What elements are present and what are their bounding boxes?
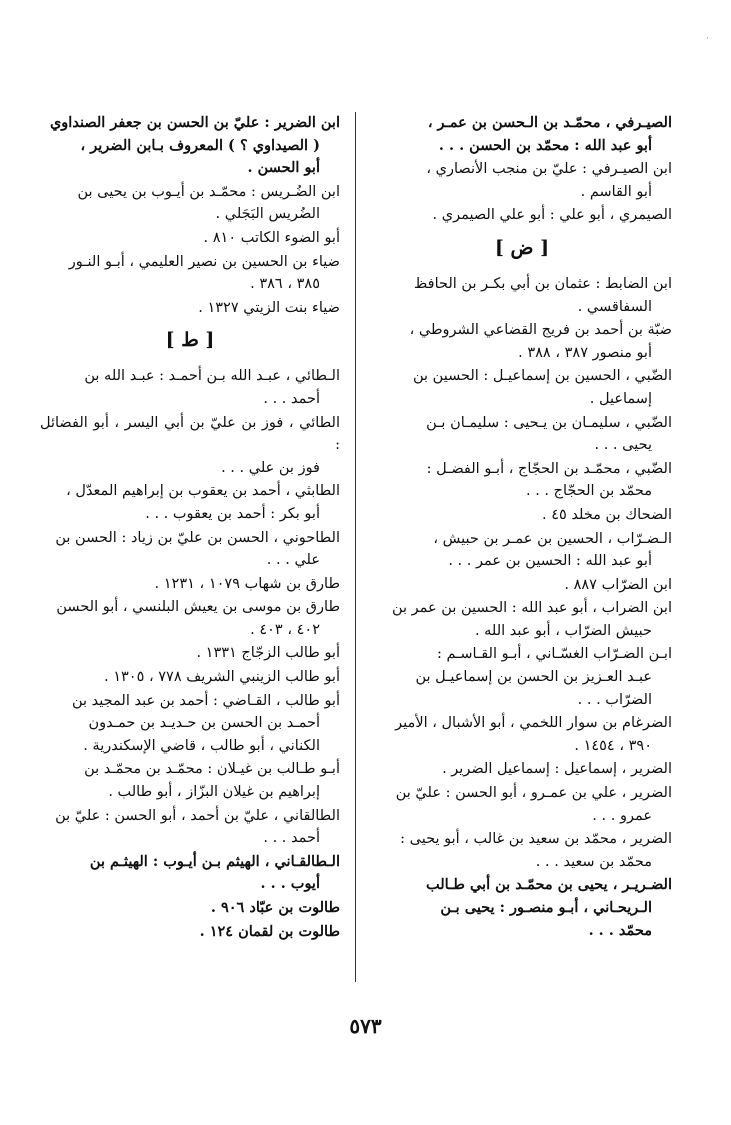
entry-line: أحمد . . . xyxy=(263,830,320,847)
entry-line: يحيى . . . xyxy=(594,437,652,454)
entry-line: طارق بن شهاب ١٠٧٩ ، ١٢٣١ . xyxy=(154,575,340,592)
entry-line: فوز بن علي . . . xyxy=(221,459,320,476)
entry-line: أبـو طـالب بن غيـلان : محمّـد بن محمّـد بن xyxy=(84,761,340,778)
entry-line: أبو الضوء الكاتب ٨١٠ . xyxy=(203,229,340,246)
entry-line: أبو عبد الله : الحسين بن عمر . . . xyxy=(448,553,652,570)
entry-line: أبو طالب الزجّاج ١٣٣١ . xyxy=(196,645,340,662)
entry-line: الـطائي ، عبـد الله بـن أحمـد : عبـد الله بن xyxy=(84,368,340,385)
entry-line: الضـريـر ، يحيى بن محمّـد بن أبي طـالب xyxy=(426,876,672,894)
entry-line: ابن الضُـريس : محمّـد بن أيـوب بن يحيى بن xyxy=(77,183,340,200)
entry-line: ابن الصيـرفي : عليّ بن منجب الأنصاري ، xyxy=(426,161,672,178)
index-entry xyxy=(40,805,340,850)
index-entry xyxy=(40,365,340,410)
scan-speck: · xyxy=(706,34,709,44)
index-entry xyxy=(40,181,340,226)
index-entry xyxy=(40,480,340,525)
index-entry xyxy=(40,851,340,896)
index-entry xyxy=(372,365,672,410)
entry-line: طالوت بن عبّاد ٩٠٦ . xyxy=(210,899,340,916)
entry-line: ابن الضابط : عثمان بن أبي بكـر بن الحافظ xyxy=(413,275,672,292)
entry-line: أحمد . . . xyxy=(263,390,320,407)
entry-line: أبو طالب الزينبي الشريف ٧٧٨ ، ١٣٠٥ . xyxy=(103,669,340,686)
entry-line: أبو منصور ٣٨٧ ، ٣٨٨ . xyxy=(518,344,652,361)
entry-line: الطائي ، فوز بن عليّ بن أبي اليسر ، أبو الفضائل : xyxy=(40,414,340,454)
index-entry xyxy=(372,112,672,157)
entry-line: عبـد العـزيز بن الحسن بن إسماعيـل بن xyxy=(415,669,652,686)
index-entry xyxy=(372,204,672,227)
entry-line: محمّد بن الحجّاج . . . xyxy=(525,483,652,500)
index-entry xyxy=(372,643,672,711)
entry-line: ضبّة بن أحمد بن فريج القضاعي الشروطي ، xyxy=(409,322,672,339)
index-entry xyxy=(372,504,672,527)
index-entry xyxy=(372,712,672,757)
index-entry xyxy=(40,527,340,572)
index-entry xyxy=(40,412,340,480)
index-entry xyxy=(372,458,672,503)
index-entry xyxy=(372,828,672,873)
index-entry xyxy=(372,574,672,597)
entry-line: ابـن الضـرّاب الغسّـاني ، أبـو القـاسـم : xyxy=(437,646,672,663)
index-entry xyxy=(40,666,340,689)
index-entry xyxy=(40,690,340,758)
entry-line: طارق بن موسى بن يعيش البلنسي ، أبو الحسن xyxy=(56,599,340,616)
entry-line: الضرير ، علي بن عمـرو ، أبو الحسن : عليّ بن xyxy=(395,785,672,802)
entry-line: السفاقسي . xyxy=(577,298,652,315)
index-entry xyxy=(40,642,340,665)
section-heading: [ ض ] xyxy=(494,236,550,259)
index-entry xyxy=(40,251,340,296)
entry-line: طالوت بن لقمان ١٢٤ . xyxy=(199,922,340,940)
entry-line: أبو عبد الله : محمّد بن الحسن . . . xyxy=(438,136,652,154)
index-entry xyxy=(372,528,672,573)
entry-line: الـطالقـاني ، الهيثم بـن أيـوب : الهيثـم بن xyxy=(89,852,340,870)
index-entry xyxy=(372,782,672,827)
index-entry xyxy=(40,227,340,250)
entry-line: عمرو . . . xyxy=(592,807,652,824)
entry-line: الضرير ، محمّد بن سعيد بن غالب ، أبو يحيى : xyxy=(400,831,672,848)
index-entry xyxy=(372,158,672,203)
entry-line: الكناني ، أبو طالب ، قاضي الإسكندرية . xyxy=(83,737,320,754)
column-divider xyxy=(355,112,356,982)
entry-line: الضحاك بن مخلد ٤٥ . xyxy=(542,506,672,523)
index-entry xyxy=(40,112,340,180)
index-entry xyxy=(372,412,672,457)
index-entry xyxy=(372,597,672,642)
index-entry xyxy=(372,758,672,781)
entry-line: ابن الضرير : عليّ بن الحسن بن جعفر الصنداوي xyxy=(49,114,340,131)
index-entry xyxy=(40,921,340,944)
index-entry xyxy=(372,319,672,364)
entry-line: الطاحوني ، الحسن بن عليّ بن زياد : الحسن بن xyxy=(55,529,340,546)
entry-line: إسماعيل . xyxy=(589,390,652,407)
entry-line: الضرير ، إسماعيل : إسماعيل الضرير . xyxy=(442,761,672,778)
entry-line: الصيـرفي ، محمّـد بن الـحسن بن عمـر ، xyxy=(427,114,672,131)
entry-line: الضرّاب . . . xyxy=(577,691,652,708)
entry-line: أيوب . . . xyxy=(260,875,320,893)
entry-line: الضّبي ، سليمـان بن يـحيى : سليمـان بـن xyxy=(426,414,672,431)
entry-line: ( الصيداوي ؟ ) المعروف بـابن الضرير ، xyxy=(80,136,320,154)
entry-line: أبو القاسم . xyxy=(580,183,652,200)
entry-line: الطابثي ، أحمد بن يعقوب بن إبراهيم المعدّل ، xyxy=(66,483,340,500)
index-entry xyxy=(372,874,672,942)
section-heading: [ ط ] xyxy=(165,329,215,352)
entry-line: أبو طالب ، القـاضي : أحمد بن عبد المجيد بن xyxy=(71,692,340,709)
entry-line: الـريحـاني ، أبـو منصـور : يحيى بـن xyxy=(440,899,652,916)
index-entry xyxy=(40,897,340,920)
entry-line: علي . . . xyxy=(266,552,320,569)
entry-line: الضّبي ، الحسين بن إسماعيـل : الحسين بن xyxy=(412,368,672,385)
entry-line: أبو بكر : أحمد بن يعقوب . . . xyxy=(145,505,320,522)
index-entry xyxy=(40,758,340,803)
index-entry xyxy=(40,596,340,641)
entry-line: إبراهيم بن غيلان البزّاز ، أبو طالب . xyxy=(108,784,320,801)
entry-line: الطالقاني ، عليّ بن أحمد ، أبو الحسن : عليّ بن xyxy=(55,807,340,824)
entry-line: ابن الضراب ، أبو عبد الله : الحسين بن عمر بن xyxy=(391,600,672,617)
entry-line: حبيش الضرّاب ، أبو عبد الله . xyxy=(474,622,652,639)
entry-line: ٣٩٠ ، ١٤٥٤ . xyxy=(574,737,652,754)
entry-line: ٣٨٥ ، ٣٨٦ . xyxy=(250,276,320,293)
index-entry xyxy=(372,273,672,318)
page-number: ٥٧٣ xyxy=(349,1014,382,1038)
entry-line: ٤٠٢ ، ٤٠٣ . xyxy=(250,621,320,638)
entry-line: ابن الضرّاب ٨٨٧ . xyxy=(564,576,672,593)
entry-line: محمّد بن سعيد . . . xyxy=(535,853,652,870)
entry-line: الضُريس البَجَلي . xyxy=(215,206,320,223)
index-column-left xyxy=(40,112,340,944)
entry-line: الضرغام بن سوار اللخمي ، أبو الأشبال ، الأمير xyxy=(395,715,672,732)
entry-line: أحمـد بن الحسن بن حـديـد بن حمـدون xyxy=(88,715,320,732)
entry-line: الصيمري ، أبو علي : أبو علي الصيمري . xyxy=(432,207,672,224)
entry-line: أبو الحسن . xyxy=(247,159,320,177)
index-column-right xyxy=(372,112,672,943)
entry-line: الـضـرّاب ، الحسين بن عمـر بن حبيش ، xyxy=(433,530,672,547)
entry-line: ضياء بنت الزيتي ١٣٢٧ . xyxy=(198,299,340,316)
entry-line: الضّبي ، محمّـد بن الحجّاج ، أبـو الفضـل : xyxy=(426,460,672,477)
index-entry xyxy=(40,297,340,320)
entry-line: ضياء بن الحسين بن نصير العليمي ، أبـو النـور xyxy=(68,253,340,270)
index-entry xyxy=(40,573,340,596)
entry-line: محمّد . . . xyxy=(588,921,652,939)
